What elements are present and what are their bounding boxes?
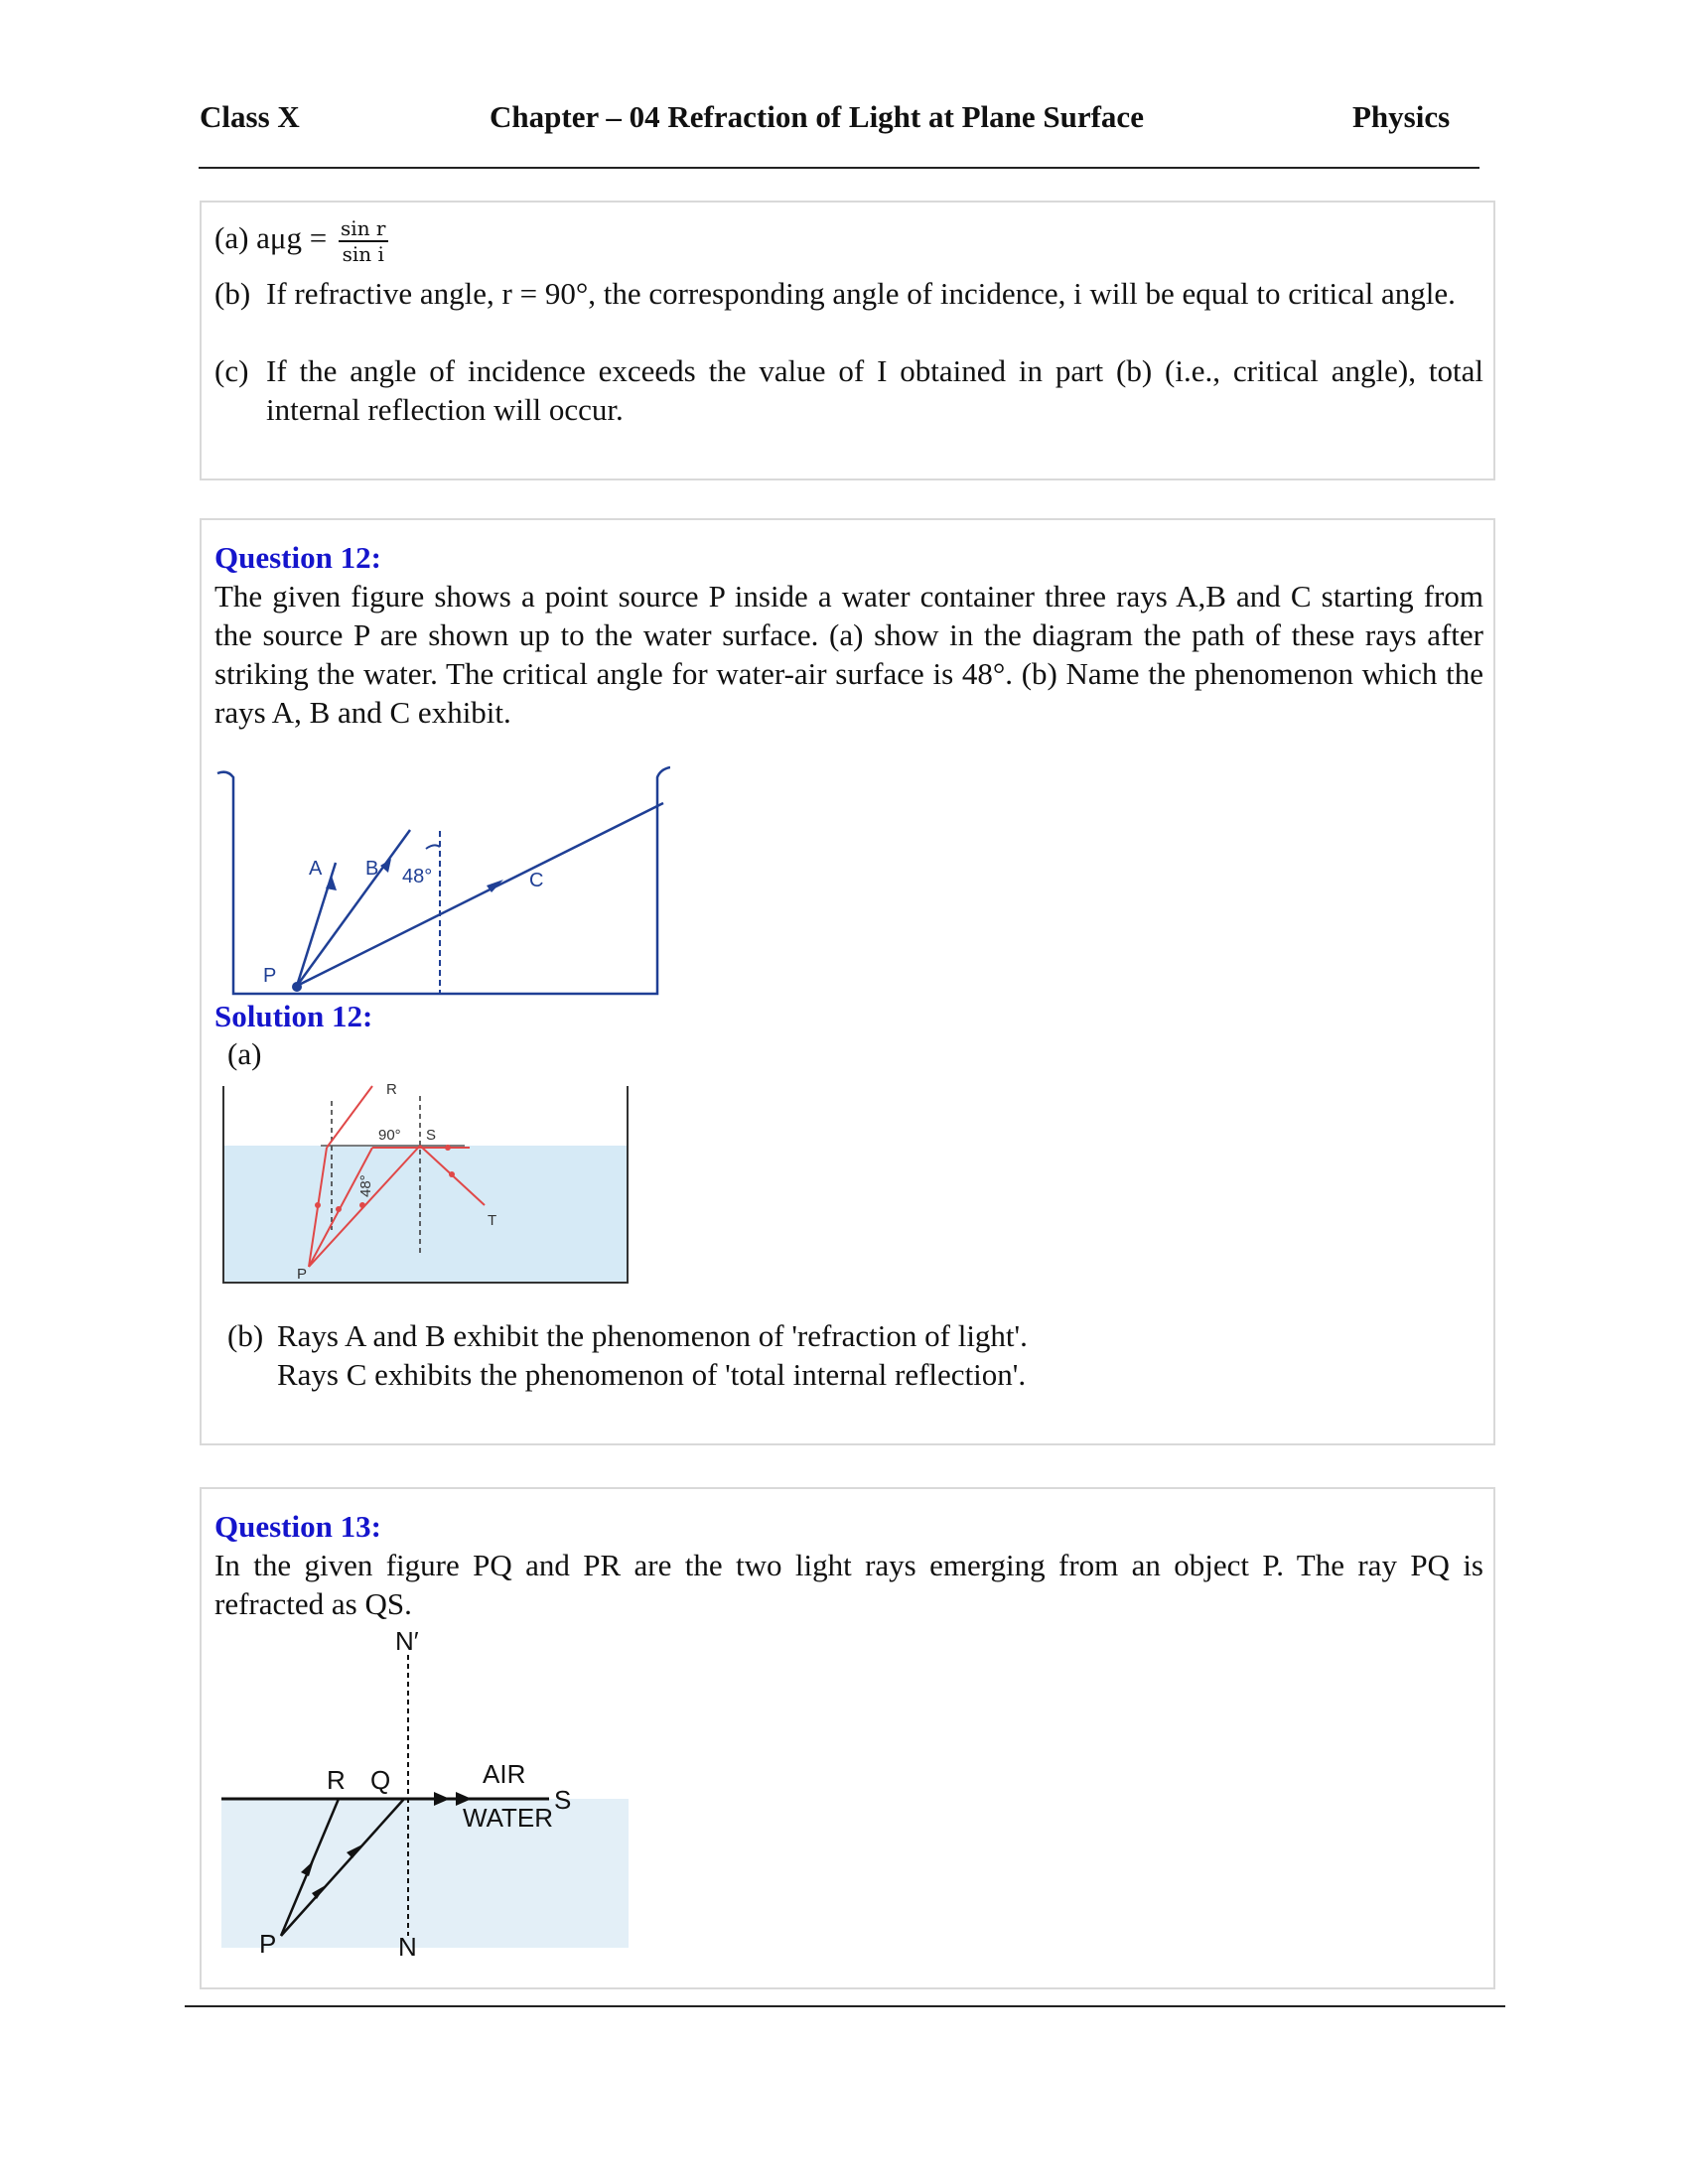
ray-c [297, 803, 663, 986]
label-s: S [554, 1785, 572, 1815]
water-region [221, 1799, 629, 1948]
arrow-mark [449, 1171, 455, 1177]
point-c-label: (c) [214, 353, 249, 388]
footer-divider [185, 2005, 1505, 2007]
label-p: P [297, 1266, 308, 1283]
solution-12-figure [221, 1076, 648, 1285]
question-12-heading: Question 12: [214, 540, 381, 575]
arrow-a [326, 876, 337, 890]
arrow-mark [359, 1202, 365, 1208]
label-p: P [259, 1929, 277, 1958]
question-13-box [200, 1487, 1495, 1989]
label-c: C [529, 870, 544, 891]
answer-box-continued [200, 201, 1495, 480]
question-13-heading: Question 13: [214, 1509, 381, 1544]
label-n: N [398, 1932, 417, 1958]
label-air: AIR [483, 1759, 526, 1789]
part-b-line-1: Rays A and B exhibit the phenomenon of 'refraction of light'. [277, 1318, 1028, 1353]
point-b-text: If refractive angle, r = 90°, the corresponding angle of incidence, i will be equal to critical angle. [266, 276, 1456, 311]
label-p: P [263, 965, 277, 987]
header-subject: Physics [1352, 99, 1451, 134]
arrow-mark [336, 1206, 342, 1212]
point-b-label: (b) [214, 276, 251, 311]
fraction-numerator: sin r [341, 216, 386, 240]
label-r: R [327, 1765, 346, 1795]
question-13-text: In the given figure PQ and PR are the two light rays emerging from an object P. The ray PQ is refracted as QS. [214, 1548, 1483, 1621]
question-12-figure [213, 763, 670, 1022]
label-48: 48° [357, 1174, 374, 1197]
fraction-denominator: sin i [342, 242, 384, 266]
question-13-figure [221, 1620, 638, 1958]
solution-12-heading: Solution 12: [214, 999, 373, 1033]
label-angle-48: 48° [402, 866, 433, 887]
water-region [223, 1146, 628, 1283]
label-a: A [309, 858, 323, 880]
label-r: R [386, 1081, 397, 1098]
container-outline [217, 767, 670, 994]
part-b-label: (b) [227, 1318, 264, 1353]
question-12-box [200, 518, 1495, 1445]
label-q: Q [370, 1765, 391, 1795]
formula-prefix: (a) aμg = [214, 220, 328, 256]
header-divider [199, 167, 1479, 169]
header-chapter-title: Chapter – 04 Refraction of Light at Plane Surface [490, 99, 1144, 134]
formula-line [214, 216, 388, 266]
point-source-p [292, 982, 302, 992]
arrow-mark [315, 1202, 321, 1208]
label-b: B [365, 858, 379, 880]
label-n-prime: N′ [395, 1626, 419, 1656]
label-90: 90° [378, 1127, 401, 1144]
part-b-line-2: Rays C exhibits the phenomenon of 'total internal reflection'. [277, 1357, 1027, 1392]
formula-fraction [339, 216, 387, 266]
ray-b [297, 830, 410, 986]
solution-12-part-a: (a) [227, 1036, 262, 1071]
header-class: Class X [200, 99, 300, 134]
label-s: S [426, 1127, 437, 1144]
question-12-text: The given figure shows a point source P inside a water container three rays A,B and C starting from the source P are shown up to the water surface. (a) show in the diagram the path of these rays after striking the water. The critical angle for water-air surface is 48°. (b) Name the phenomenon which the rays A, B and C exhibit. [214, 579, 1483, 730]
ray-a-refracted [327, 1086, 372, 1148]
arrow-mark [445, 1145, 451, 1151]
label-t: T [488, 1212, 497, 1229]
angle-arc [426, 845, 440, 849]
label-water: WATER [463, 1803, 553, 1833]
point-c-text: If the angle of incidence exceeds the value of I obtained in part (b) (i.e., critical angle), total internal reflection will occur. [266, 353, 1483, 427]
